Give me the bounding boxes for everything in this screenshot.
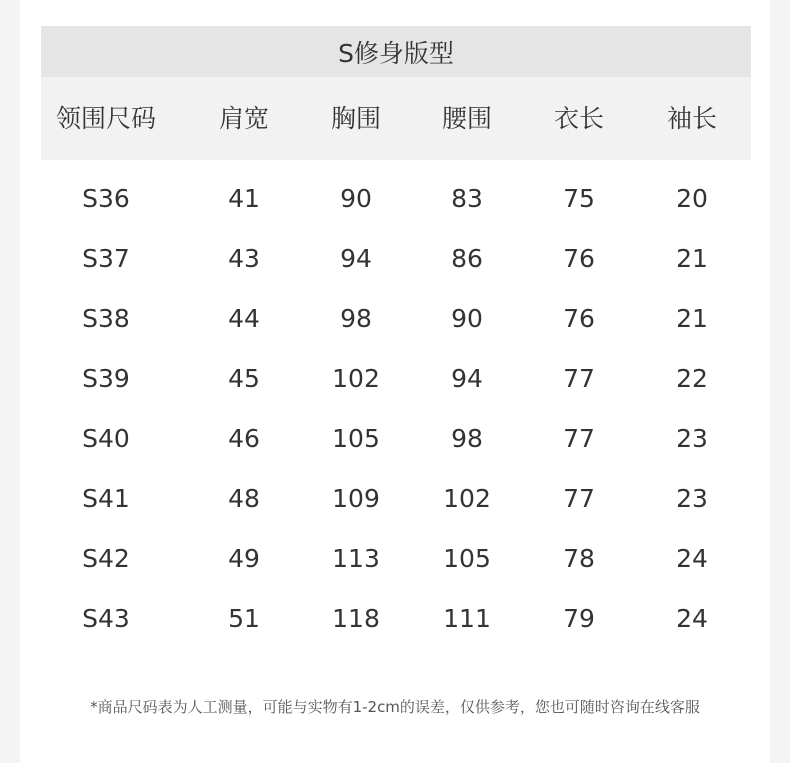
table-row <box>41 593 751 653</box>
cell-shoulder-width: 45 <box>228 364 260 393</box>
size-chart-title: S修身版型 <box>41 26 751 77</box>
cell-collar-size: S36 <box>82 184 130 213</box>
cell-collar-size: S37 <box>82 244 130 273</box>
cell-chest: 118 <box>332 604 380 633</box>
cell-sleeve-length: 24 <box>676 544 708 573</box>
cell-chest: 105 <box>332 424 380 453</box>
cell-waist: 86 <box>451 244 483 273</box>
cell-collar-size: S39 <box>82 364 130 393</box>
cell-sleeve-length: 21 <box>676 304 708 333</box>
cell-waist: 90 <box>451 304 483 333</box>
cell-chest: 109 <box>332 484 380 513</box>
cell-waist: 94 <box>451 364 483 393</box>
table-row <box>41 293 751 353</box>
size-chart-panel <box>20 0 770 763</box>
table-row <box>41 413 751 473</box>
cell-collar-size: S40 <box>82 424 130 453</box>
cell-sleeve-length: 23 <box>676 484 708 513</box>
cell-waist: 102 <box>443 484 491 513</box>
header-length: 衣长 <box>553 104 605 133</box>
cell-length: 76 <box>563 244 595 273</box>
cell-shoulder-width: 44 <box>228 304 260 333</box>
cell-shoulder-width: 46 <box>228 424 260 453</box>
table-row <box>41 473 751 533</box>
cell-shoulder-width: 48 <box>228 484 260 513</box>
cell-length: 77 <box>563 364 595 393</box>
cell-chest: 98 <box>340 304 372 333</box>
cell-sleeve-length: 24 <box>676 604 708 633</box>
cell-chest: 90 <box>340 184 372 213</box>
header-chest: 胸围 <box>330 104 382 133</box>
cell-collar-size: S41 <box>82 484 130 513</box>
table-body <box>41 0 751 763</box>
cell-chest: 94 <box>340 244 372 273</box>
cell-length: 75 <box>563 184 595 213</box>
header-collar-size: 领围尺码 <box>55 104 157 133</box>
cell-collar-size: S42 <box>82 544 130 573</box>
cell-sleeve-length: 21 <box>676 244 708 273</box>
cell-waist: 98 <box>451 424 483 453</box>
table-row <box>41 173 751 233</box>
cell-shoulder-width: 43 <box>228 244 260 273</box>
cell-waist: 105 <box>443 544 491 573</box>
cell-shoulder-width: 49 <box>228 544 260 573</box>
measurement-disclaimer: *商品尺码表为人工测量，可能与实物有1-2cm的误差，仅供参考，您也可随时咨询在线客服 <box>90 698 700 716</box>
cell-collar-size: S38 <box>82 304 130 333</box>
cell-waist: 111 <box>443 604 491 633</box>
cell-sleeve-length: 22 <box>676 364 708 393</box>
cell-chest: 102 <box>332 364 380 393</box>
cell-shoulder-width: 51 <box>228 604 260 633</box>
cell-sleeve-length: 23 <box>676 424 708 453</box>
cell-waist: 83 <box>451 184 483 213</box>
cell-chest: 113 <box>332 544 380 573</box>
table-row <box>41 533 751 593</box>
cell-collar-size: S43 <box>82 604 130 633</box>
cell-length: 77 <box>563 424 595 453</box>
header-shoulder-width: 肩宽 <box>218 104 270 133</box>
cell-length: 79 <box>563 604 595 633</box>
cell-length: 78 <box>563 544 595 573</box>
header-sleeve-length: 袖长 <box>666 104 718 133</box>
table-row <box>41 233 751 293</box>
cell-length: 76 <box>563 304 595 333</box>
table-row <box>41 353 751 413</box>
cell-shoulder-width: 41 <box>228 184 260 213</box>
cell-length: 77 <box>563 484 595 513</box>
cell-sleeve-length: 20 <box>676 184 708 213</box>
header-waist: 腰围 <box>441 104 493 133</box>
